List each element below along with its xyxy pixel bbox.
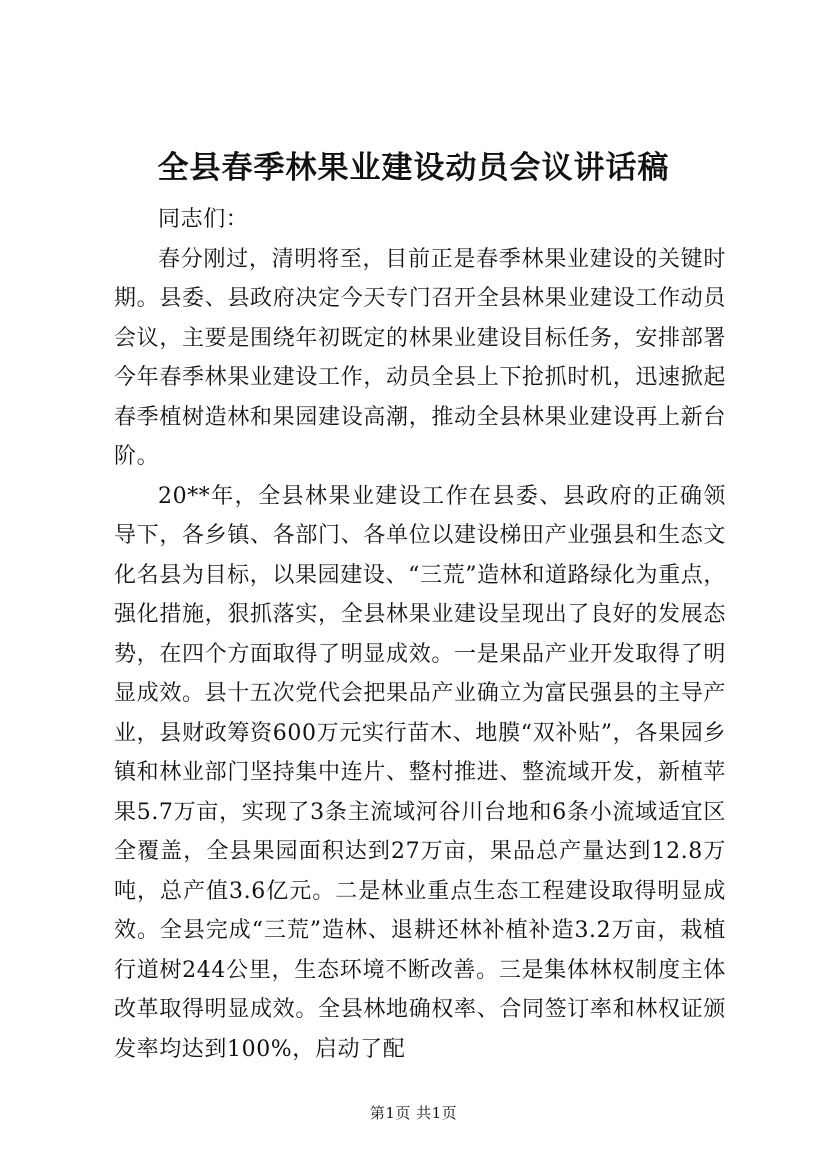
paragraph-2: 20**年，全县林果业建设工作在县委、县政府的正确领导下，各乡镇、各部门、各单位以建设梯田产业强县和生态文化名县为目标，以果园建设、“三荒”造林和道路绿化为重点，强化措施，狠抓落实，全县林果业建设呈现出了良好的发展态势，在四个方面取得了明显成效。一是果品产业开发取得了明显成效。县十五次党代会把果品产业确立为富民强县的主导产业，县财政筹资600万元实行苗木、地膜“双补贴”，各果园乡镇和林业部门坚持集中连片、整村推进、整流域开发，新植苹果5.7万亩，实现了3条主流域河谷川台地和6条小流域适宜区全覆盖，全县果园面积达到27万亩，果品总产量达到12.8万吨，总产值3.6亿元。二是林业重点生态工程建设取得明显成效。全县完成“三荒”造林、退耕还林补植补造3.2万亩，栽植行道树244公里，生态环境不断改善。三是集体林权制度主体改革取得明显成效。全县林地确权率、合同签订率和林权证颁发率均达到100%，启动了配 [114,483,726,1062]
document-title: 全县春季林果业建设动员会议讲话稿 [157,150,670,186]
salutation: 同志们： [158,207,249,232]
document-body [114,200,726,1069]
paragraph-1: 春分刚过，清明将至，目前正是春季林果业建设的关键时期。县委、县政府决定今天专门召开全县林果业建设工作动员会议，主要是围绕年初既定的林果业建设目标任务，安排部署今年春季林果业建设工作，动员全县上下抢抓时机，迅速掀起春季植树造林和果园建设高潮，推动全县林果业建设再上新台阶。 [114,246,726,469]
page-number-footer: 第1页 共1页 [369,1104,458,1122]
